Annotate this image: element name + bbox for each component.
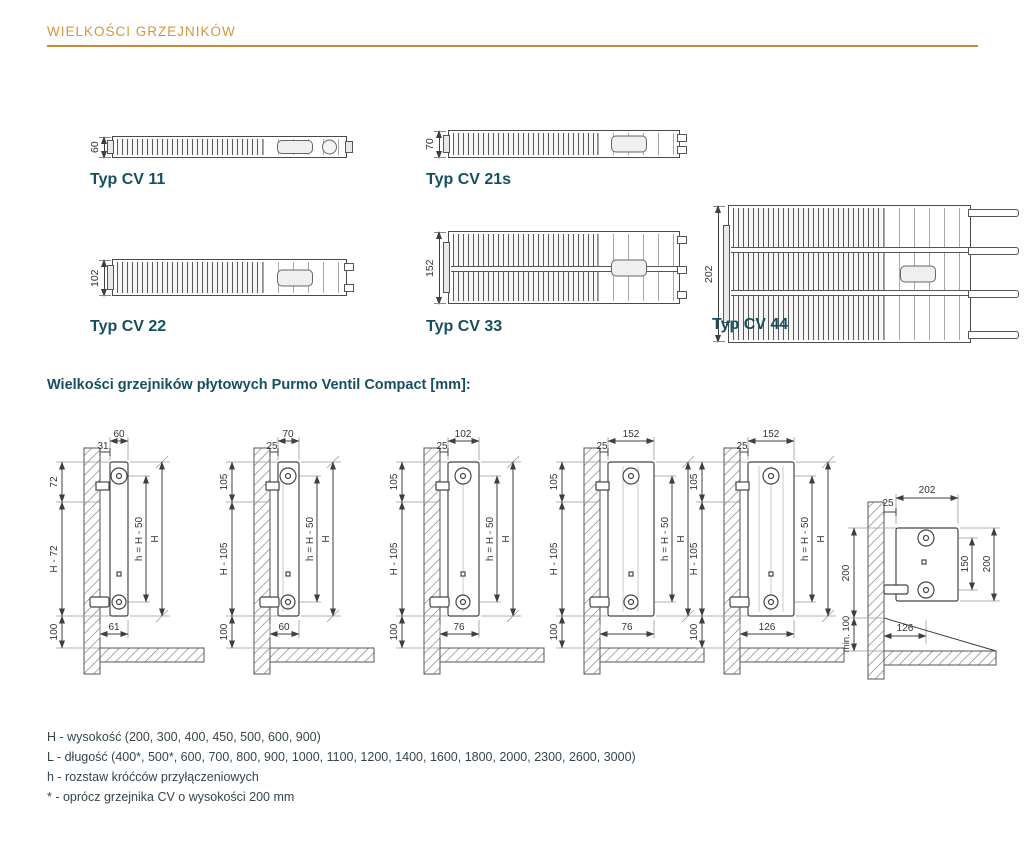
dim-top-width: 102 (454, 429, 472, 440)
dim-height: H (676, 535, 687, 543)
dim-upper: 72 (49, 476, 60, 488)
vent-center (924, 536, 929, 541)
side-view-cv44 (686, 424, 854, 676)
end-cap-icon (107, 140, 114, 154)
dim-bottom: 126 (758, 622, 776, 633)
dim-middle: H - 105 (389, 542, 400, 576)
valve-block (277, 269, 313, 286)
wall-hatch (868, 502, 884, 679)
type-label-cv33: Typ CV 33 (426, 318, 503, 335)
end-cap-icon (723, 225, 730, 323)
pipe-icon (968, 290, 1019, 298)
vent-center (461, 474, 466, 479)
pipe-stub-icon (677, 146, 687, 154)
drain-dot (286, 572, 290, 576)
drain-dot (461, 572, 465, 576)
wall-bracket (266, 482, 279, 490)
valve (730, 597, 749, 607)
valve-block (900, 266, 936, 283)
dim-middle: H - 72 (49, 545, 60, 573)
dim-label: 152 (424, 259, 436, 277)
depth-dimension-cv22 (89, 260, 105, 296)
vent-center (117, 474, 122, 479)
dim-height: H (816, 535, 827, 543)
plug-center (769, 600, 774, 605)
depth-dimension-cv33 (424, 232, 440, 304)
dim-bottom: 76 (453, 622, 465, 633)
wall-bracket (96, 482, 109, 490)
pipe-stub-icon (344, 263, 354, 271)
dim-left-height: 200 (841, 564, 852, 582)
dim-label: 102 (89, 269, 101, 287)
valve-block (611, 259, 647, 276)
dim-height: 200 (982, 555, 993, 573)
floor-hatch (270, 648, 374, 662)
dim-top-width: 152 (622, 429, 640, 440)
side-view-cv22 (386, 424, 554, 676)
dim-wall-gap: 25 (436, 441, 448, 452)
end-cap-icon (345, 141, 353, 153)
dim-middle: H - 105 (219, 542, 230, 576)
dim-height: H (150, 535, 161, 543)
wall-bracket (736, 482, 749, 490)
legend-line-pipe-spacing: h - rozstaw króćców przyłączeniowych (47, 770, 259, 784)
page-title: WIELKOŚCI GRZEJNIKÓW (47, 24, 236, 39)
dim-label: 202 (703, 265, 715, 283)
floor-hatch (100, 648, 204, 662)
dim-upper: 105 (389, 473, 400, 491)
dim-pipe-spacing: h = H - 50 (485, 516, 496, 562)
dim-upper: 105 (219, 473, 230, 491)
dim-upper: 105 (689, 473, 700, 491)
plan-view-cv22 (112, 259, 347, 296)
dim-top-width: 70 (282, 429, 294, 440)
type-label-cv21s: Typ CV 21s (426, 171, 512, 188)
valve (430, 597, 449, 607)
dim-middle: H - 105 (689, 542, 700, 576)
drain-dot (922, 560, 926, 564)
plug-center (117, 600, 122, 605)
wall-bracket (436, 482, 449, 490)
dim-top-width: 152 (762, 429, 780, 440)
valve-block (611, 136, 647, 153)
dim-floor-clearance: min. 100 (841, 615, 852, 653)
valve-block (277, 140, 313, 154)
radiator-fins (453, 133, 596, 155)
plan-view-cv11 (112, 136, 347, 158)
side-view-cv11 (46, 424, 214, 676)
pipe-stub-icon (677, 266, 687, 274)
floor-hatch (740, 648, 844, 662)
floor-hatch (440, 648, 544, 662)
end-cap-icon (107, 265, 114, 290)
dim-wall-gap: 25 (266, 441, 278, 452)
end-cap-icon (443, 242, 450, 293)
valve (90, 597, 109, 607)
plug-center (286, 600, 291, 605)
dim-upper: 105 (549, 473, 560, 491)
dim-height: H (501, 535, 512, 543)
plug-center (629, 600, 634, 605)
detail-view-cv44-h200 (838, 468, 1027, 703)
radiator-body (110, 462, 128, 616)
dim-label: 60 (89, 141, 101, 154)
dim-bottom: 60 (278, 622, 290, 633)
dim-pipe-spacing: h = H - 50 (305, 516, 316, 562)
dim-label: 70 (424, 138, 436, 151)
pipe-stub-icon (344, 284, 354, 292)
floor-hatch (884, 651, 996, 665)
radiator-body (278, 462, 299, 616)
plug-center (924, 588, 929, 593)
dim-bottom: 61 (108, 622, 120, 633)
valve (884, 585, 908, 594)
radiator-fins (117, 262, 261, 293)
dim-wall-gap: 25 (882, 498, 894, 509)
dim-lower: 100 (689, 623, 700, 641)
pipe-stub-icon (677, 236, 687, 244)
dim-wall-gap: 25 (596, 441, 608, 452)
legend-line-height: H - wysokość (200, 300, 400, 450, 500, 600, 900) (47, 730, 321, 744)
dim-wall-gap: 31 (97, 441, 109, 452)
dim-lower: 100 (49, 623, 60, 641)
dim-lower: 100 (549, 623, 560, 641)
dim-top-width: 202 (918, 485, 936, 496)
type-label-cv11: Typ CV 11 (90, 171, 166, 188)
pipe-stub-icon (677, 291, 687, 299)
side-view-cv21s (216, 424, 384, 676)
dim-bottom: 126 (896, 623, 914, 634)
dim-pipe-spacing: h = H - 50 (660, 516, 671, 562)
convector-pipe-row (731, 247, 968, 253)
legend-line-asterisk: * - oprócz grzejnika CV o wysokości 200 mm (47, 790, 295, 804)
dim-pipe-spacing: 150 (960, 555, 971, 573)
title-rule (47, 45, 978, 47)
plug-center (461, 600, 466, 605)
dim-pipe-spacing: h = H - 50 (134, 516, 145, 562)
dim-lower: 100 (219, 623, 230, 641)
pipe-icon (968, 209, 1019, 217)
pipe-icon (968, 247, 1019, 255)
wall-bracket (596, 482, 609, 490)
end-cap-icon (443, 135, 450, 154)
valve (260, 597, 279, 607)
section-heading: Wielkości grzejników płytowych Purmo Ventil Compact [mm]: (47, 377, 471, 393)
dim-bottom: 76 (621, 622, 633, 633)
radiator-body (608, 462, 654, 616)
depth-dimension-cv11 (89, 137, 105, 158)
legend (47, 727, 636, 807)
depth-dimension-cv21s (424, 131, 440, 158)
drain-dot (117, 572, 121, 576)
legend-line-length: L - długość (400*, 500*, 600, 700, 800, 900, 1000, 1100, 1200, 1400, 1600, 1800, 2000, 2300, 2600, 3000) (47, 750, 636, 764)
plan-view-cv21s (448, 130, 680, 158)
dim-lower: 100 (389, 623, 400, 641)
drain-dot (629, 572, 633, 576)
pipe-icon (968, 331, 1019, 339)
valve (590, 597, 609, 607)
vent-center (629, 474, 634, 479)
pipe-stub-icon (677, 134, 687, 142)
dim-wall-gap: 25 (736, 441, 748, 452)
radiator-fins (117, 139, 261, 155)
dim-height: H (321, 535, 332, 543)
vent-center (286, 474, 291, 479)
vent-center (769, 474, 774, 479)
dim-pipe-spacing: h = H - 50 (800, 516, 811, 562)
convector-pipe-row (731, 290, 968, 296)
drain-dot (769, 572, 773, 576)
dim-middle: H - 105 (549, 542, 560, 576)
valve-circle-icon (322, 140, 337, 155)
plan-view-cv33 (448, 231, 680, 304)
dim-top-width: 60 (113, 429, 125, 440)
type-label-cv44: Typ CV 44 (712, 316, 789, 333)
type-label-cv22: Typ CV 22 (90, 318, 167, 335)
